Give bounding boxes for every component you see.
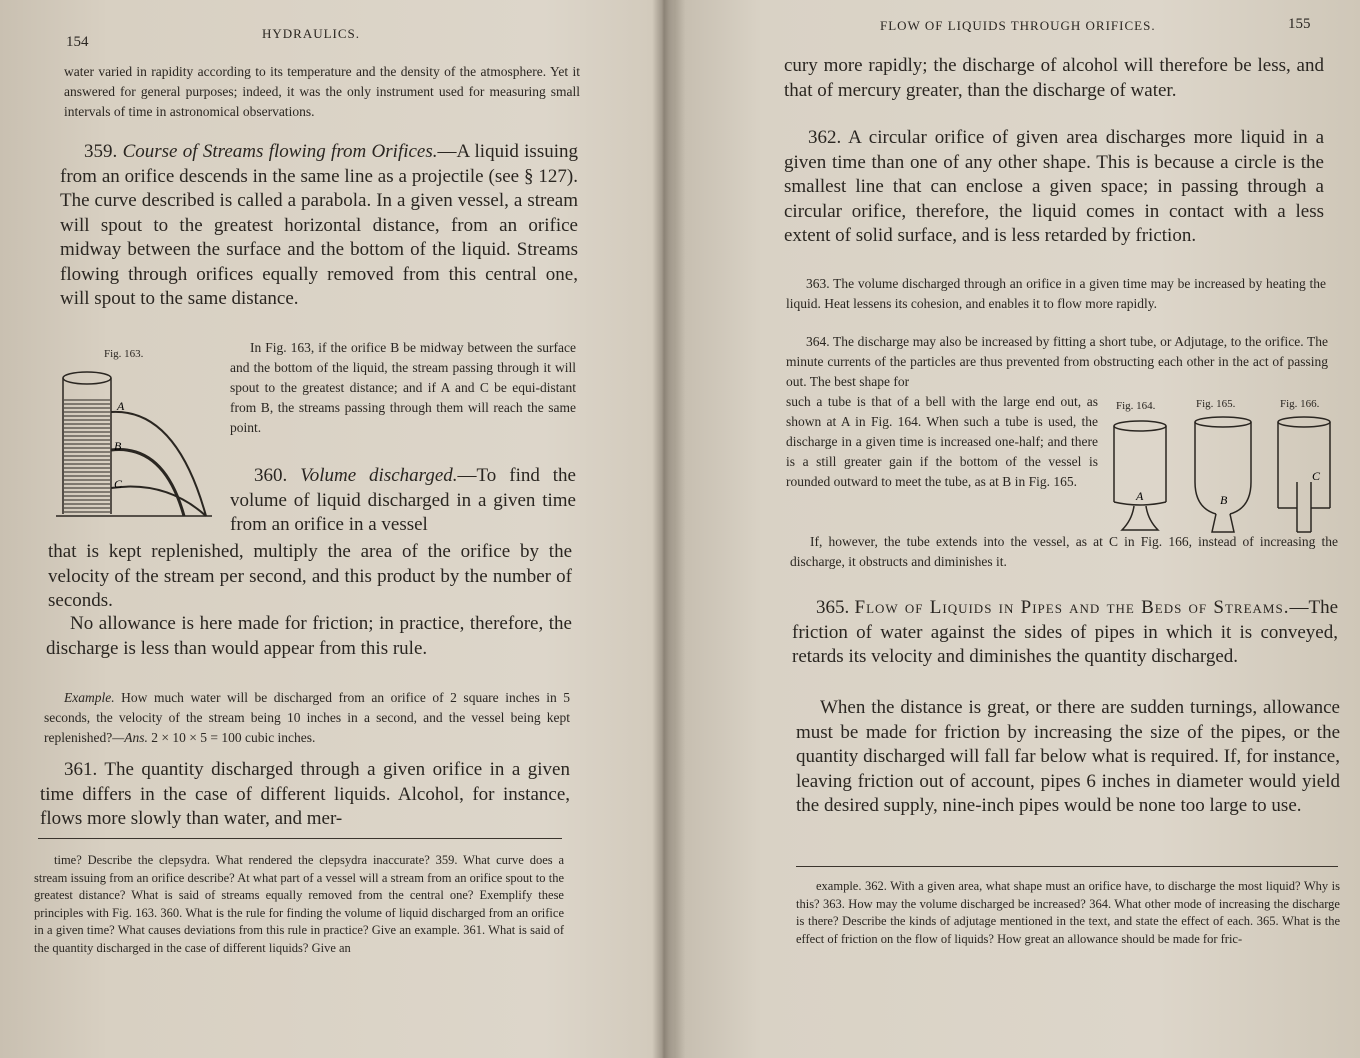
section-359-title: Course of Streams flowing from Orifices. [122, 141, 438, 162]
section-360-friction: No allowance is here made for friction; in practice, therefore, the discharge is less than would appear from this rule. [46, 613, 572, 659]
section-365-number: 365. [816, 597, 850, 618]
fig-163-illustration [56, 364, 216, 524]
fig-164-vessel [1114, 421, 1166, 530]
section-364-b: such a tube is that of a bell with the large end out, as shown at A in Fig. 164. When such a tube is used, the discharge in a given time is increased one-half; and there is a still greater gain if the bottom of the vessel is rounded outward to meet the tube, as at B in Fig. 165. [786, 394, 1098, 489]
right-footnote-rule [796, 866, 1338, 867]
fig-164-letter-a: A [1136, 489, 1144, 503]
left-page [0, 0, 668, 1058]
section-365-paragraph-2: When the distance is great, or there are sudden turnings, allowance must be made for friction by increasing the size of the pipes, or the quantity discharged will fall far below what is required. If, for instance, leaving friction out of account, pipes 6 inches in diameter would yield the desired supply, nine-inch pipes would be none too large to use. [796, 697, 1340, 816]
example-text: How much water will be discharged from an orifice of 2 square inches in 5 seconds, the velocity of the stream being 10 inches in a second, and the vessel being kept replenished? [44, 690, 571, 745]
example-answer-label: —Ans. [112, 730, 148, 745]
section-360-start [230, 464, 576, 538]
section-361-number: 361. [64, 759, 98, 780]
fig-163-note: In Fig. 163, if the orifice B be midway between the surface and the bottom of the liquid, the stream passing through it will spout to the greatest distance; and if A and C be equi-distant from B, the streams passing through them will reach the same point. [230, 340, 576, 435]
fig-164-label: Fig. 164. [1116, 400, 1156, 412]
fig-163-letter-c: C [114, 477, 123, 491]
section-362-number: 362. [808, 127, 842, 148]
right-review-questions: example. 362. With a given area, what shape must an orifice have, to discharge the most liquid? Why is this? 363. How may the volume discharged be increased? 364. What other mode of increasing the discharge is there? Describe the kinds of adjutage mentioned in the text, and state the effect of each. 365. What is the effect of friction on the flow of liquids? How great an allowance should be made for fric- [796, 879, 1340, 946]
section-364-c: If, however, the tube extends into the vessel, as at C in Fig. 166, instead of increasing the discharge, it obstructs and diminishes it. [790, 534, 1338, 569]
left-review-questions: time? Describe the clepsydra. What rendered the clepsydra inaccurate? 359. What curve does a stream issuing from an orifice describe? At what part of a vessel will a stream from an orifice spout to the greatest distance? What is said of streams equally removed from the central one? Exemplify these principles with Fig. 163. 360. What is the rule for finding the volume of liquid discharged from an orifice in a given time? What causes deviations from this rule in practice? Give an example. 361. What is said of the quantity discharged in the case of different liquids? Give an [34, 853, 564, 955]
right-page-number: 155 [1288, 16, 1311, 32]
section-360-text-a: —To find the volume of liquid discharged in a given time from an orifice in a vessel [230, 465, 576, 535]
right-running-head: FLOW OF LIQUIDS THROUGH ORIFICES. [880, 18, 1156, 33]
fig-165-vessel [1195, 417, 1251, 532]
section-359-number: 359. [84, 141, 118, 162]
section-365-title: Flow of Liquids in Pipes and the Beds of Streams. [854, 597, 1290, 618]
section-362-text: A circular orifice of given area discharges more liquid in a given time than one of any other shape. This is because a circle is the smallest line that can enclose a given space; in passing through a circular orifice, therefore, the liquid comes in contact with a less extent of solid surface, and is less retarded by friction. [784, 127, 1324, 246]
fig-166-vessel [1278, 417, 1330, 532]
section-365 [792, 596, 1338, 670]
section-360-title: Volume discharged. [300, 465, 458, 486]
section-365-text: —The friction of water against the sides of pipes in which it is conveyed, retards its velocity and diminishes the quantity discharged. [792, 597, 1339, 667]
fig-163-label: Fig. 163. [104, 348, 144, 360]
left-continued-paragraph: water varied in rapidity according to its temperature and the density of the atmosphere. Yet it answered for general purposes; indeed, it was the only instrument used for measuring small intervals of time in astronomical observations. [64, 64, 580, 119]
section-360-number: 360. [254, 465, 288, 486]
section-362 [784, 126, 1324, 249]
left-running-head: HYDRAULICS. [262, 26, 361, 41]
example-answer: 2 × 10 × 5 = 100 cubic inches. [151, 730, 316, 745]
left-page-number: 154 [66, 34, 89, 50]
section-359-text: —A liquid issuing from an orifice descends in the same line as a projectile (see § 127). The curve described is called a parabola. In a given vessel, a stream will spout to the greatest horizontal distance, from an orifice midway between the surface and the bottom of the liquid. Streams flowing through orifices equally removed from this central one, will spout to the same distance. [60, 141, 579, 309]
right-continued-paragraph: cury more rapidly; the discharge of alcohol will therefore be less, and that of mercury greater, than the discharge of water. [784, 55, 1324, 101]
section-361 [40, 758, 570, 832]
fig-165-letter-b: B [1220, 493, 1228, 507]
fig-166-letter-c: C [1312, 469, 1321, 483]
left-footnote-rule [38, 838, 562, 839]
section-361-text: The quantity discharged through a given orifice in a given time differs in the case of different liquids. Alcohol, for instance, flows more slowly than water, and mer- [40, 759, 570, 829]
right-page [668, 0, 1360, 1058]
fig-166-label: Fig. 166. [1280, 398, 1320, 410]
fig-165-label: Fig. 165. [1196, 398, 1236, 410]
section-363: 363. The volume discharged through an orifice in a given time may be increased by heating the liquid. Heat lessens its cohesion, and enables it to flow more rapidly. [786, 276, 1326, 311]
fig-163-letter-a: A [117, 399, 125, 413]
fig-163-letter-b: B [114, 439, 122, 453]
section-360-text-b: that is kept replenished, multiply the area of the orifice by the velocity of the stream per second, and this product by the number of seconds. [48, 541, 572, 611]
example-label: Example. [64, 690, 115, 705]
section-364-a: 364. The discharge may also be increased by fitting a short tube, or Adjutage, to the orifice. The minute currents of the particles are thus prevented from obstructing each other in the act of passing out. The best shape for [786, 334, 1328, 389]
section-359 [60, 140, 578, 312]
example-block [44, 688, 570, 748]
figs-164-166-illustration [1108, 412, 1338, 542]
